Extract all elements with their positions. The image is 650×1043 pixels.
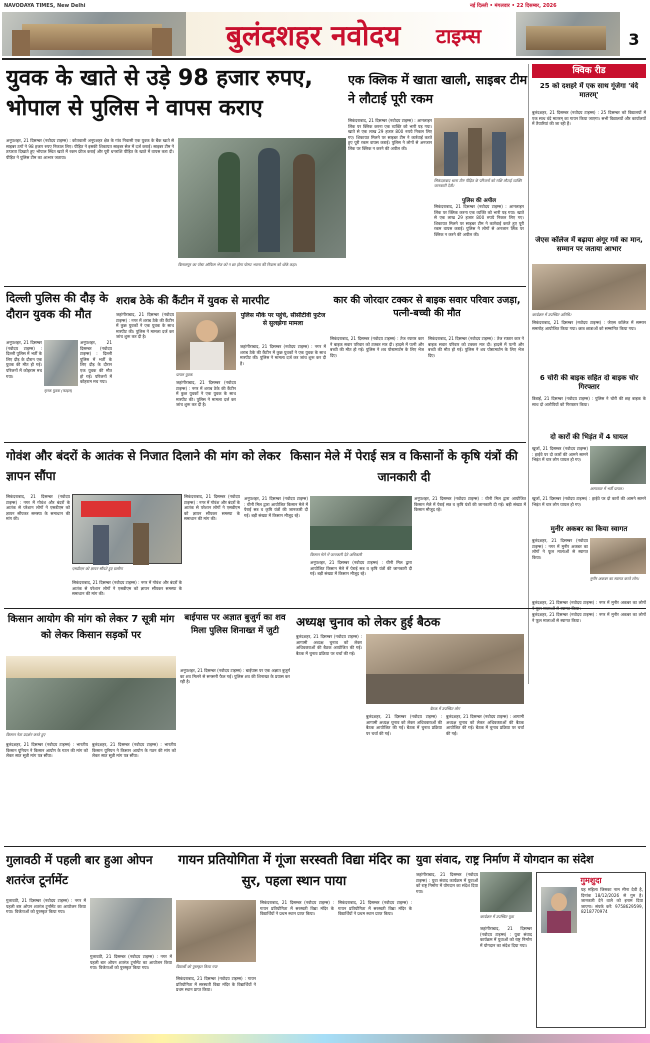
- delhi-photo: [44, 340, 78, 386]
- kisan-ayog-caption: किसान नेता प्रदर्शन करते हुए: [6, 732, 46, 737]
- sidebar-item2-body: सिकंदराबाद, 21 दिसम्बर (नवोदय टाइम्स) : जेएस कॉलेज में सम्मान समारोह आयोजित किया गया। छात्र छात्राओं को सम्मानित किया गया।: [532, 320, 646, 331]
- sidebar-item1-headline: 25 को दशहरे में एक साथ गूंजेगा 'वंदे मातरम्': [539, 82, 639, 99]
- youth-body-2: जहांगीराबाद, 21 दिसम्बर (नवोदय टाइम्स) : युवा संवाद कार्यक्रम में युवाओं को राष्ट्र निर्माण में योगदान का संदेश दिया गया।: [480, 926, 532, 948]
- chairman-body: बुलंदशहर, 21 दिसम्बर (नवोदय टाइम्स) : आगामी अध्यक्ष चुनाव को लेकर अधिवक्ताओं की बैठक आयोजित की गई। बैठक में चुनाव प्रक्रिया पर चर्चा की गई।: [296, 634, 362, 656]
- youth-body: जहांगीराबाद, 21 दिसम्बर (नवोदय टाइम्स) : युवा संवाद कार्यक्रम में युवाओं को राष्ट्र निर्माण में योगदान का संदेश दिया गया।: [416, 872, 478, 894]
- story2-photo: [434, 118, 524, 176]
- gulawathi-body: गुलावठी, 21 दिसम्बर (नवोदय टाइम्स) : नगर में पहली बार ओपन शतरंज टूर्नामेंट का आयोजन किया गया। विजेताओं को पुरस्कृत किया गया।: [6, 898, 86, 915]
- story2-body: सिकंदराबाद, 21 दिसम्बर (नवोदय टाइम्स) : आनलाइन लिंक पर क्लिक करना एक व्यक्ति को भारी पड़ गया। खाते से एक लाख 29 हजार 800 रुपये निकल लिए गए। शिकायत मिलने पर साइबर टीम ने कार्रवाई करते हुए पूरी रकम वापस कराई। पुलिस ने लोगों से अनजान लिंक पर क्लिक न करने की अपील की।: [348, 118, 432, 151]
- delhi-body-2: अनूपशहर, 21 दिसम्बर (नवोदय टाइम्स) : दिल्ली पुलिस में भर्ती के लिए दौड़ के दौरान एक युवक की मौत हो गई। परिजनों में कोहराम मच गया।: [80, 340, 112, 385]
- sidebar-item4-headline: दो कारों की भिड़ंत में 4 घायल: [550, 433, 628, 441]
- gaushala-body: सिकंदराबाद, 21 दिसम्बर (नवोदय टाइम्स) : नगर में गोवंश और बंदरों के आतंक से परेशान लोगों ने एसडीएम को ज्ञापन सौंपकर समस्या के समाधान की मांग की।: [6, 494, 70, 522]
- sidebar-item4-body-2: खुर्जा, 21 दिसम्बर (नवोदय टाइम्स) : हाईवे पर दो कारों की आमने सामने भिड़ंत में चार लोग घायल हो गए।: [532, 496, 646, 507]
- sidebar-item4-body: खुर्जा, 21 दिसम्बर (नवोदय टाइम्स) : हाईवे पर दो कारों की आमने सामने भिड़ंत में चार लोग घायल हो गए।: [532, 446, 588, 463]
- sidebar-item4-photo: [590, 446, 646, 484]
- gulawathi-headline: गुलावठी में पहली बार हुआ ओपन शतरंज टूर्नामेंट: [6, 853, 153, 887]
- gaushala-photo: [72, 494, 182, 564]
- sidebar-item5-photo: [590, 538, 646, 574]
- sidebar-item5-body-2: बुलंदशहर, 21 दिसम्बर (नवोदय टाइम्स) : नगर में मुनीर अकबर का लोगों: [532, 600, 646, 605]
- kisan-mela-caption: किसान मेले में जानकारी देते अधिकारी: [310, 552, 362, 557]
- accident-headline: कार की जोरदार टक्कर से बाइक सवार परिवार उजड़ा, पत्नी-बच्ची की मौत: [333, 295, 521, 319]
- gaushala-headline: गोवंश और बंदरों के आतंक से निजात दिलाने की मांग को लेकर ज्ञापन सौंपा: [6, 449, 281, 483]
- sidebar-item2-photo: [532, 264, 646, 310]
- singing-body-2: सिकंदराबाद, 21 दिसम्बर (नवोदय टाइम्स) : गायन प्रतियोगिता में सरस्वती विद्या मंदिर के विद्यार्थियों ने प्रथम स्थान प्राप्त किया।: [260, 900, 334, 917]
- lead-photo: [178, 138, 346, 258]
- sidebar-item2-headline: जेएस कॉलेज में बढ़ाया अंगूर गर्व का मान, सम्मान पर जताया आभार: [535, 236, 643, 253]
- youth-caption: कार्यक्रम में उपस्थित युवा: [480, 914, 514, 919]
- missing-body: यह महिला जिसका नाम मीना देवी है, दिनांक 18/12/2026 से गुम है। जानकारी देने वाले को इनाम दिया जाएगा। संपर्क करें: 9758629599, 8218770974: [581, 887, 643, 915]
- sidebar-item3-headline: 6 चोरी की बाइक सहित दो बाइक चोर गिरफ्तार: [539, 374, 639, 391]
- delhi-caption: मृतक युवक (फाइल): [44, 388, 73, 393]
- kisan-ayog-body: बुलंदशहर, 21 दिसम्बर (नवोदय टाइम्स) : भारतीय किसान यूनियन ने किसान आयोग के गठन की मांग को लेकर सात सूत्री मांग पत्र सौंपा।: [6, 742, 88, 759]
- kisan-mela-body-2: अनूपशहर, 21 दिसम्बर (नवोदय टाइम्स) : चीनी मिल द्वारा आयोजित किसान मेले में पेराई सत्र व कृषि यंत्रों की जानकारी दी गई। बड़ी संख्या में किसान मौजूद रहे।: [310, 560, 412, 577]
- missing-box: [536, 872, 646, 1028]
- kisan-ayog-body-2: बुलंदशहर, 21 दिसम्बर (नवोदय टाइम्स) : भारतीय किसान यूनियन ने किसान आयोग के गठन की मांग को लेकर सात सूत्री मांग पत्र सौंपा।: [92, 742, 176, 759]
- masthead-date: नई दिल्ली • मंगलवार • 22 दिसम्बर, 2026: [470, 3, 557, 9]
- gulawathi-body-2: गुलावठी, 21 दिसम्बर (नवोदय टाइम्स) : नगर में पहली बार ओपन शतरंज टूर्नामेंट का आयोजन किया गया। विजेताओं को पुरस्कृत किया गया।: [90, 954, 172, 971]
- masthead-right-photo: [516, 12, 620, 56]
- accident-body: सिकंदराबाद, 21 दिसम्बर (नवोदय टाइम्स) : तेज रफ्तार कार ने बाइक सवार परिवार को टक्कर मार दी। हादसे में पत्नी और बच्ची की मौत हो गई। पुलिस ने शव पोस्टमार्टम के लिए भेज दिए।: [330, 336, 424, 358]
- kisan-mela-body: अनूपशहर, 21 दिसम्बर (नवोदय टाइम्स) : चीनी मिल द्वारा आयोजित किसान मेले में पेराई सत्र व कृषि यंत्रों की जानकारी दी गई। बड़ी संख्या में किसान मौजूद रहे।: [244, 496, 308, 518]
- chairman-headline: अध्यक्ष चुनाव को लेकर हुई बैठक: [296, 615, 441, 629]
- sidebar-item5-headline: मुनीर अकबर का किया स्वागत: [550, 525, 628, 533]
- sidebar-item4-caption: अस्पताल में भर्ती घायल।: [590, 486, 624, 491]
- kisan-mela-photo: [310, 496, 412, 550]
- story2-caption: सिकंदराबाद थाना टीम पीड़ित के परिजनों को राशि लौटाई व्यक्ति जानकारी देती।: [434, 178, 522, 188]
- lead-headline: युवक के खाते से उड़े 98 हजार रुपए, भोपाल से पुलिस ने वापस कराए: [6, 66, 313, 121]
- gaushala-body-2: सिकंदराबाद, 21 दिसम्बर (नवोदय टाइम्स) : नगर में गोवंश और बंदरों के आतंक से परेशान लोगों ने एसडीएम को ज्ञापन सौंपकर समस्या के समाधान की मांग की।: [184, 494, 240, 522]
- gulawathi-photo: [90, 898, 172, 950]
- youth-headline: युवा संवाद, राष्ट्र निर्माण में योगदान का संदेश: [416, 853, 594, 866]
- youth-photo: [480, 872, 532, 912]
- lead-body: अनूपशहर, 21 दिसम्बर (नवोदय टाइम्स) : कोतवाली अनूपशहर क्षेत्र के गांव निवासी एक युवक के बैंक खाते से साइबर ठगों ने 98 हजार रुपए निकाल लिए। पीड़ित ने इसकी शिकायत साइबर सेल में दर्ज कराई। साइबर टीम ने तत्परता दिखाते हुए भोपाल स्थित खाते में रकम फ्रीज कराई और पूरी धनराशि पीड़ित के खाते में वापस करा दी। पीड़ित ने पुलिस टीम का आभार जताया।: [6, 138, 174, 160]
- gaushala-caption: एसडीएम को ज्ञापन सौंपते हुए ग्रामीण: [72, 566, 123, 571]
- delhi-headline: दिल्ली पुलिस की दौड़ के दौरान युवक की मौत: [6, 291, 109, 321]
- missing-title: गुमशुदा: [580, 876, 602, 885]
- singing-headline: गायन प्रतियोगिता में गूंजा सरस्वती विद्या मंदिर का सुर, पहला स्थान पाया: [178, 853, 410, 889]
- sidebar-item5-caption: मुनीर अकबर का स्वागत करते लोग।: [590, 576, 640, 581]
- liquor-photo: [176, 312, 236, 370]
- singing-caption: विद्यार्थी को पुरस्कृत किया गया: [176, 964, 218, 969]
- liquor-body: जहांगीराबाद, 21 दिसम्बर (नवोदय टाइम्स) : नगर में शराब ठेके की कैंटीन में कुछ युवकों ने एक युवक के साथ मारपीट की। पुलिस ने मामला दर्ज कर जांच शुरू कर दी है।: [116, 312, 174, 340]
- masthead-title-suffix: टाइम्स: [436, 24, 482, 48]
- singing-body: सिकंदराबाद, 21 दिसम्बर (नवोदय टाइम्स) : गायन प्रतियोगिता में सरस्वती विद्या मंदिर के विद्यार्थियों ने प्रथम स्थान प्राप्त किया।: [176, 976, 256, 993]
- kisan-mela-body-3: अनूपशहर, 21 दिसम्बर (नवोदय टाइम्स) : चीनी मिल द्वारा आयोजित किसान मेले में पेराई सत्र व कृषि यंत्रों की जानकारी दी गई। बड़ी संख्या में किसान मौजूद रहे।: [414, 496, 526, 513]
- accident-body-2: सिकंदराबाद, 21 दिसम्बर (नवोदय टाइम्स) : तेज रफ्तार कार ने बाइक सवार परिवार को टक्कर मार दी। हादसे में पत्नी और बच्ची की मौत हो गई। पुलिस ने शव पोस्टमार्टम के लिए भेज दिए।: [428, 336, 524, 358]
- story2-headline: एक क्लिक में खाता खाली, साइबर टीम ने लौटाई पूरी रकम: [348, 72, 528, 106]
- gaushala-body-3: सिकंदराबाद, 21 दिसम्बर (नवोदय टाइम्स) : नगर में गोवंश और बंदरों के आतंक से परेशान लोगों ने एसडीएम को ज्ञापन सौंपकर समस्या के समाधान की मांग की।: [72, 580, 182, 597]
- singing-body-3: सिकंदराबाद, 21 दिसम्बर (नवोदय टाइम्स) : गायन प्रतियोगिता में सरस्वती विद्या मंदिर के विद्यार्थियों ने प्रथम स्थान प्राप्त किया।: [338, 900, 412, 917]
- sidebar-item5-body-3: बुलंदशहर, 21 दिसम्बर (नवोदय टाइम्स) : नगर में मुनीर अकबर का लोगों ने फूल मालाओं से स्वागत किया।: [532, 612, 646, 623]
- sidebar-item1-body: बुलंदशहर, 21 दिसम्बर (नवोदय टाइम्स) : 25 दिसम्बर को विद्यालयों में एक साथ वंदे मातरम् का गायन किया जाएगा। सभी विद्यालयों और कार्यालयों में तैयारियां की जा रही हैं।: [532, 110, 646, 127]
- missing-photo: [541, 887, 577, 933]
- story2-body-2: सिकंदराबाद, 21 दिसम्बर (नवोदय टाइम्स) : आनलाइन लिंक पर क्लिक करना एक व्यक्ति को भारी पड़ गया। खाते से एक लाख 29 हजार 800 रुपये निकल लिए गए। शिकायत मिलने पर साइबर टीम ने कार्रवाई करते हुए पूरी रकम वापस कराई। पुलिस ने लोगों से अनजान लिंक पर क्लिक न करने की अपील की।: [434, 204, 524, 237]
- kisan-ayog-photo: [6, 656, 176, 730]
- liquor-subhead: पुलिस मौके पर पहुंचे, सीसीटीवी फुटेज से सुलझेगा मामला: [240, 312, 326, 327]
- delhi-body: अनूपशहर, 21 दिसम्बर (नवोदय टाइम्स) : दिल्ली पुलिस में भर्ती के लिए दौड़ के दौरान एक युवक की मौत हो गई। परिजनों में कोहराम मच गया।: [6, 340, 42, 379]
- singing-photo: [176, 900, 256, 962]
- chairman-body-2: बुलंदशहर, 21 दिसम्बर (नवोदय टाइम्स) : आगामी अध्यक्ष चुनाव को लेकर अधिवक्ताओं की बैठक आयोजित की गई। बैठक में चुनाव प्रक्रिया पर चर्चा की गई।: [366, 714, 442, 736]
- liquor-caption: घायल युवक: [176, 372, 193, 377]
- chairman-body-3: बुलंदशहर, 21 दिसम्बर (नवोदय टाइम्स) : आगामी अध्यक्ष चुनाव को लेकर अधिवक्ताओं की बैठक आयोजित की गई। बैठक में चुनाव प्रक्रिया पर चर्चा की गई।: [446, 714, 524, 736]
- masthead-title-band: [186, 12, 516, 56]
- masthead-fort-photo: [2, 12, 186, 56]
- sidebar-section-title: क्विक रीड: [532, 64, 646, 78]
- page-number: 3: [628, 30, 640, 49]
- sidebar-item2-caption: कार्यक्रम में उपस्थित अतिथि।: [532, 312, 572, 317]
- old-man-headline: बाईपास पर अज्ञात बुजुर्ग का शव मिला पुलिस शिनाख्त में जुटी: [184, 613, 286, 636]
- masthead: [0, 0, 650, 62]
- kisan-mela-headline: किसान मेले में पेराई सत्र व किसानों के कृषि यंत्रों की जानकारी दी: [290, 449, 518, 484]
- lead-photo-caption: बिलासपुर का पोस्ट ऑफिस भेज को न छा होगा पोसट भवना की निवास को धोके कहा।: [178, 262, 297, 267]
- liquor-body-3: जहांगीराबाद, 21 दिसम्बर (नवोदय टाइम्स) : नगर में शराब ठेके की कैंटीन में कुछ युवकों ने एक युवक के साथ मारपीट की। पुलिस ने मामला दर्ज कर जांच शुरू कर दी है।: [240, 344, 326, 366]
- chairman-caption: बैठक में उपस्थित लोग: [429, 706, 461, 711]
- story2-subhead: पुलिस की अपील: [462, 198, 496, 204]
- sidebar-item3-body: डिबाई, 21 दिसम्बर (नवोदय टाइम्स) : पुलिस ने चोरी की छह बाइक के साथ दो आरोपियों को गिरफ्तार किया।: [532, 396, 646, 407]
- edition-label: NAVODAYA TIMES, New Delhi: [4, 3, 86, 9]
- masthead-title: बुलंदशहर नवोदय: [226, 19, 401, 52]
- footer-strip: [0, 1034, 650, 1043]
- old-man-body: अनूपशहर, 21 दिसम्बर (नवोदय टाइम्स) : बाईपास पर एक अज्ञात बुजुर्ग का शव मिलने से सनसनी फैल गई। पुलिस शव की शिनाख्त के प्रयास कर रही है।: [180, 668, 290, 685]
- liquor-headline: शराब ठेके की कैंटीन में युवक से मारपीट: [116, 295, 270, 307]
- chairman-photo: [366, 634, 524, 704]
- liquor-body-2: जहांगीराबाद, 21 दिसम्बर (नवोदय टाइम्स) : नगर में शराब ठेके की कैंटीन में कुछ युवकों ने एक युवक के साथ मारपीट की। पुलिस ने मामला दर्ज कर जांच शुरू कर दी है।: [176, 380, 236, 408]
- kisan-ayog-headline: किसान आयोग की मांग को लेकर 7 सूत्री मांग को लेकर किसान सड़कों पर: [7, 614, 175, 641]
- sidebar-item5-body: बुलंदशहर, 21 दिसम्बर (नवोदय टाइम्स) : नगर में मुनीर अकबर का लोगों ने फूल मालाओं से स्वागत किया।: [532, 538, 588, 560]
